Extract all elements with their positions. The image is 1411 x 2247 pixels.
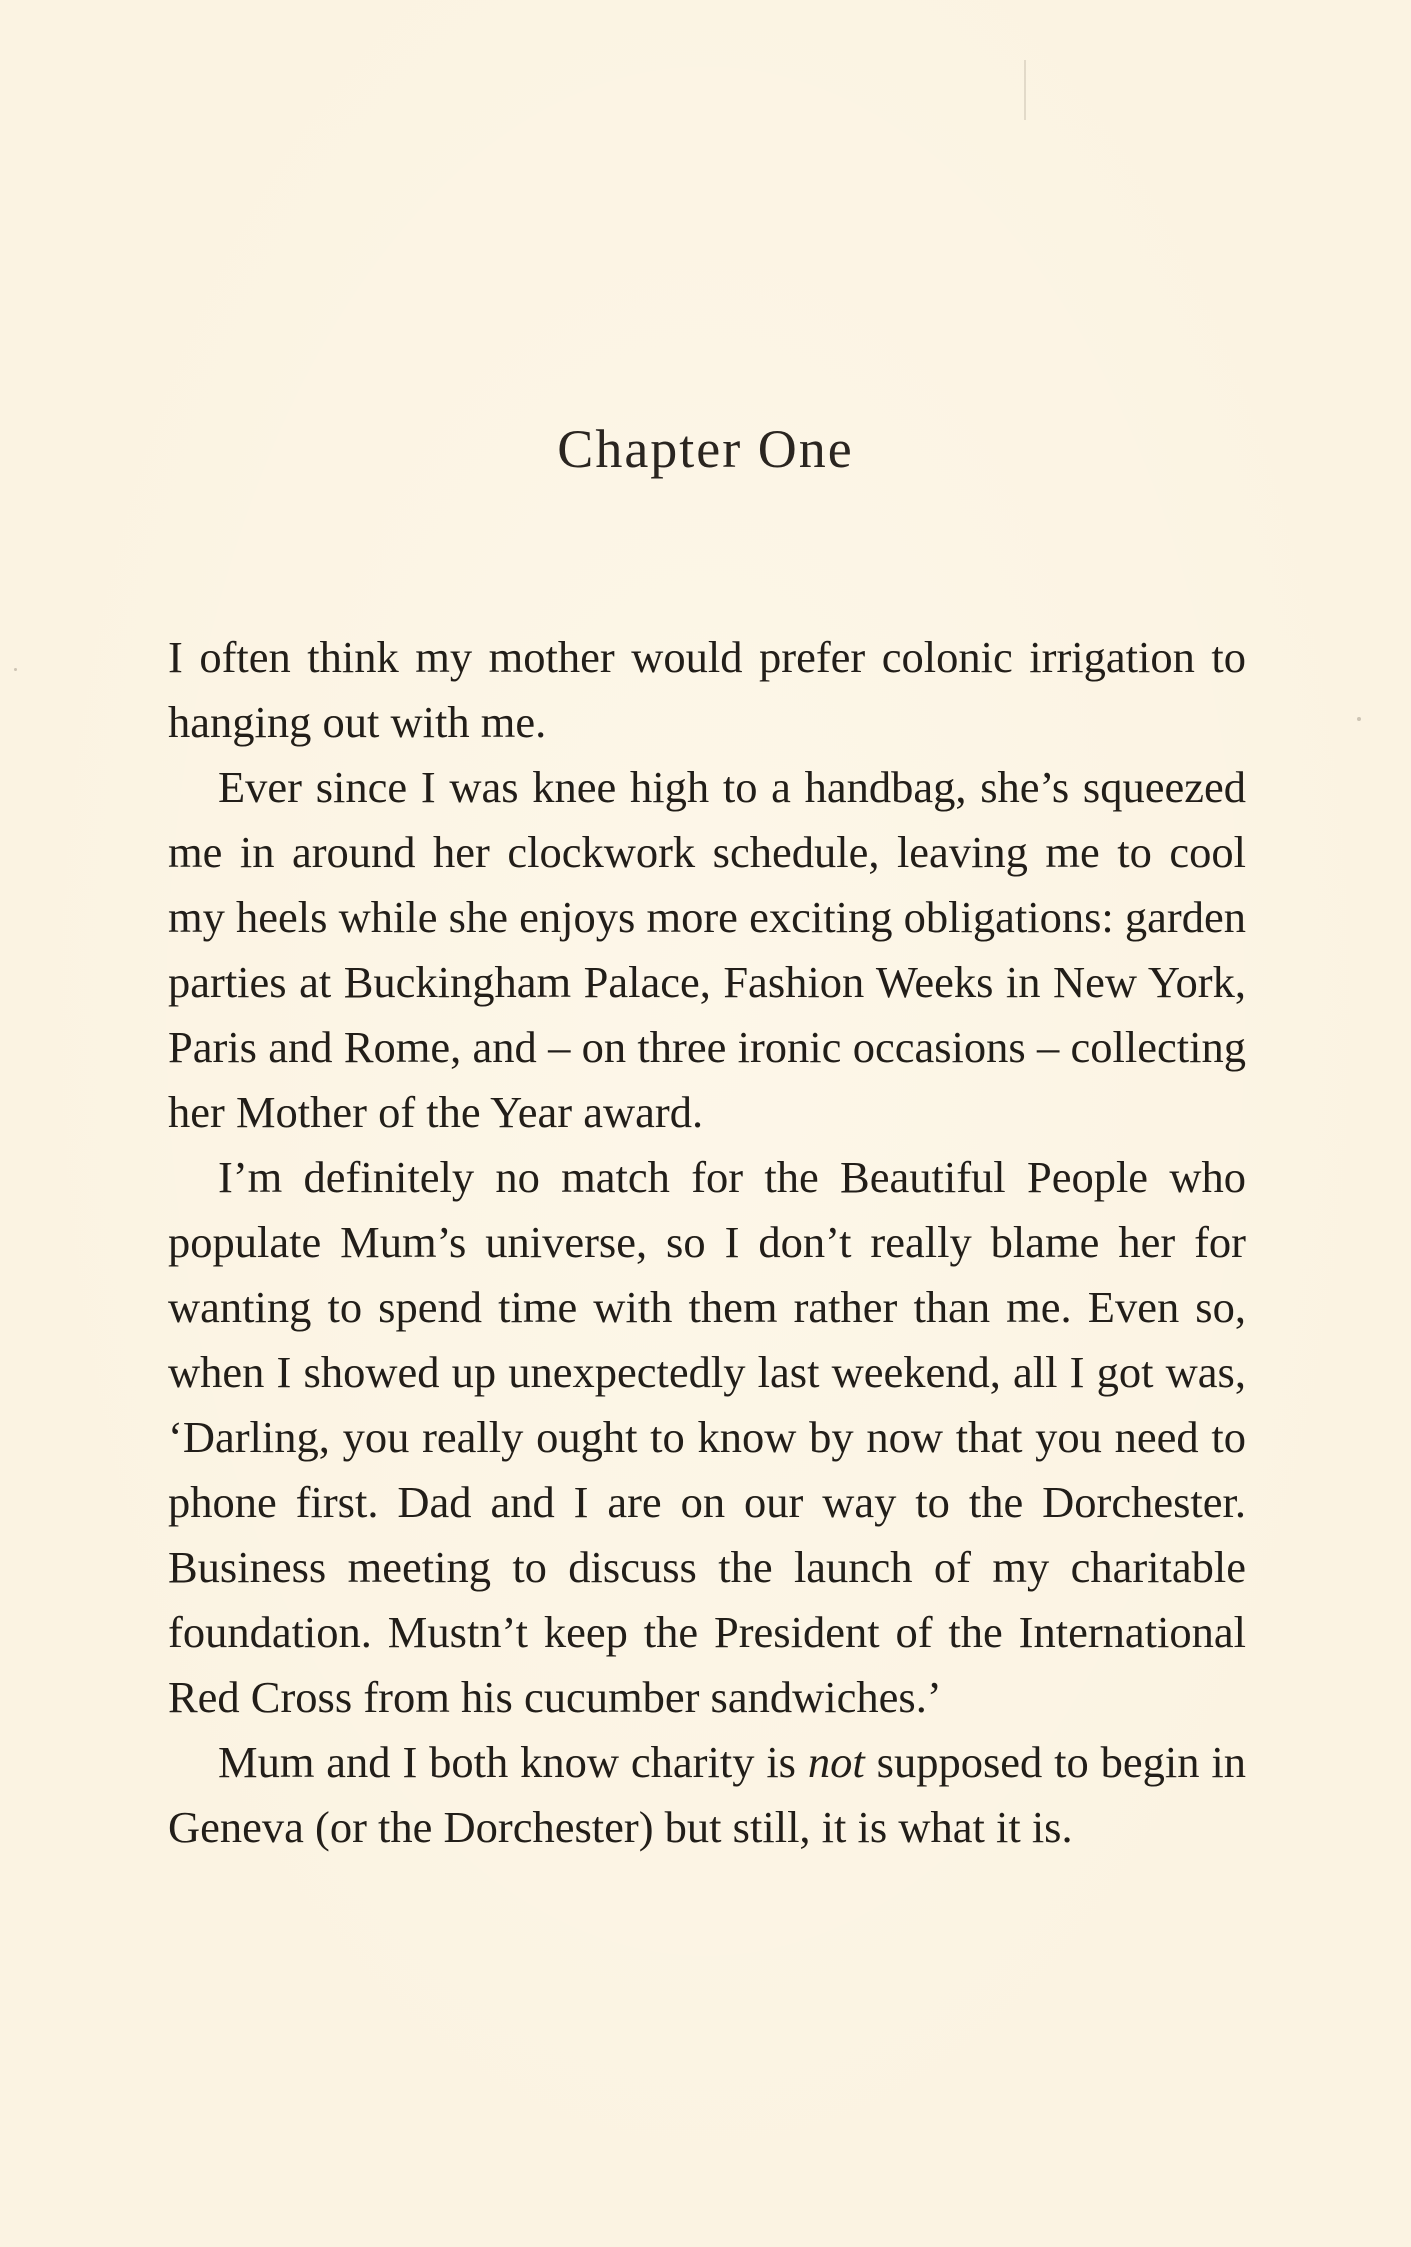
paragraph bbox=[168, 1730, 1246, 1860]
paragraph: Ever since I was knee high to a handbag, she’s squeezed me in around her clockwork schedule, leaving me to cool my heels while she enjoys more exciting obligations: garden parties at Buckingham Palace, Fashion Weeks in New York, Paris and Rome, and – on three ironic occasions – collecting her Mother of the Year award. bbox=[168, 762, 1246, 1137]
chapter-title: Chapter One bbox=[557, 419, 854, 479]
chapter-body bbox=[168, 625, 1246, 1860]
paragraph-text: Mum and I both know charity is bbox=[218, 1737, 808, 1787]
paper-speck bbox=[1357, 717, 1361, 721]
paragraph-text: supposed to begin in Geneva (or the Dorchester) but still, it is what it is. bbox=[168, 1737, 1247, 1852]
paragraph: I’m definitely no match for the Beautiful People who populate Mum’s universe, so I don’t really blame her for wanting to spend time with them rather than me. Even so, when I showed up unexpectedly last weekend, all I got was, ‘Darling, you really ought to know by now that you need to phone first. Dad and I are on our way to the Dorchester. Business meeting to discuss the launch of my charitable foundation. Mustn’t keep the President of the International Red Cross from his cucumber sandwiches.’ bbox=[168, 1152, 1246, 1722]
paragraph: I often think my mother would prefer colonic irrigation to hanging out with me. bbox=[168, 632, 1246, 747]
paper-speck bbox=[14, 668, 17, 671]
emphasized-word: not bbox=[807, 1737, 865, 1787]
page-edge-mark bbox=[1024, 60, 1026, 120]
